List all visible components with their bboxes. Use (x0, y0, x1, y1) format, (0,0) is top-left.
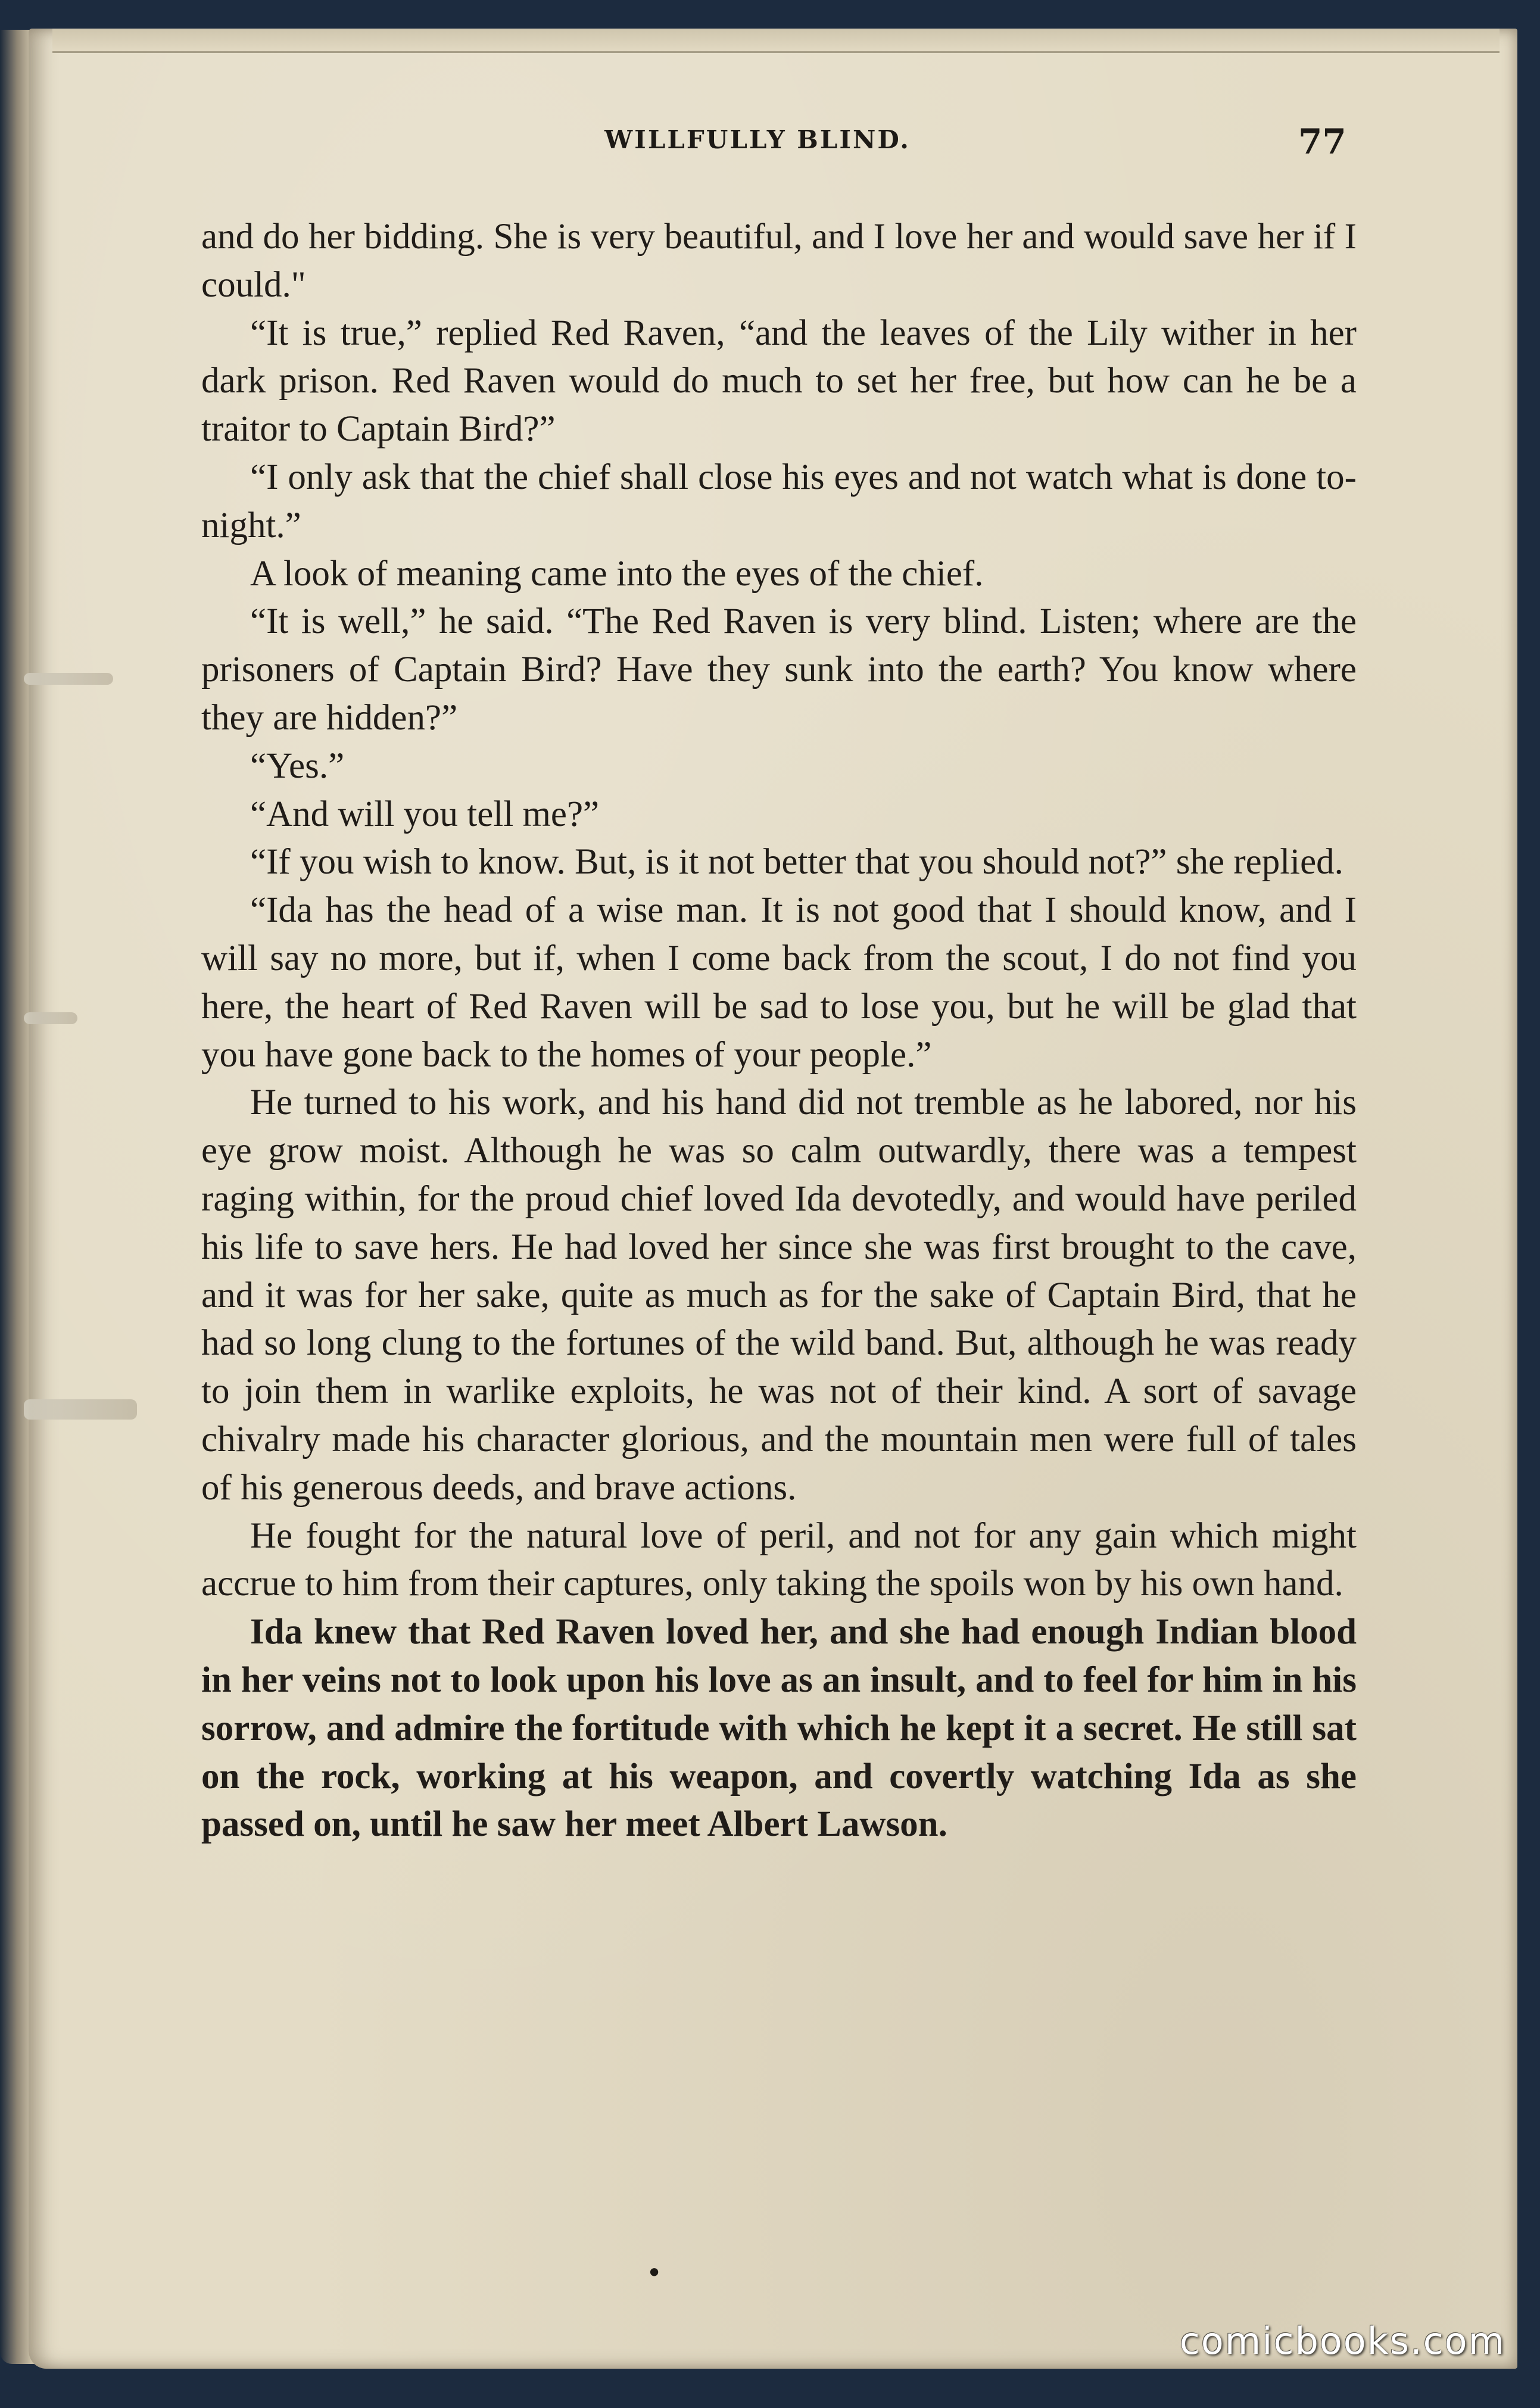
binding-thread-mark (24, 1399, 137, 1420)
paragraph: “And will you tell me?” (250, 794, 600, 834)
paragraph: “I only ask that the chief shall close his eyes and not watch what is done to-night.” (201, 457, 1357, 545)
page-top-edge (52, 29, 1500, 53)
footer-bullet: • (646, 2257, 663, 2289)
paragraph: He turned to his work, and his hand did not tremble as he labored, nor his eye grow moist. Although he was so calm outwardly, there was a tempest raging within, for the proud chief loved Ida devotedly, and would have periled his life to save hers. He had loved her since she was first brought to the cave, and it was for her sake, quite as much as for the sake of Captain Bird, that he had so long clung to the fortunes of the wild band. But, although he was ready to join them in warlike exploits, he was not of their kind. A sort of savage chivalry made his character glorious, and the mountain men were full of tales of his generous deeds, and brave actions. (201, 1083, 1357, 1508)
paragraph: A look of meaning came into the eyes of the chief. (250, 553, 984, 594)
paragraph: He fought for the natural love of peril, and not for any gain which might accrue to him from their captures, only taking the spoils won by his own hand. (201, 1515, 1357, 1604)
paragraph: “Ida has the head of a wise man. It is not good that I should know, and I will say no more, but if, when I come back from the scout, I do not find you here, the heart of Red Raven will be sad to lose you, but he will be glad that you have gone back to the homes of your people.” (201, 890, 1357, 1075)
paragraph: and do her bidding. She is very beautiful, and I love her and would save her if I could." (201, 217, 1357, 305)
paragraph: “It is true,” replied Red Raven, “and the leaves of the Lily wither in her dark prison. Red Raven would do much to set her free, but how can he be a traitor to Captain Bird?” (201, 313, 1357, 450)
running-head-title: WILLFULLY BLIND. (604, 125, 911, 154)
binding-thread-mark (24, 673, 113, 685)
binding-thread-mark (24, 1012, 77, 1024)
paragraph: “It is well,” he said. “The Red Raven is very blind. Listen; where are the prisoners of Captain Bird? Have they sunk into the earth? You know where they are hidden?” (201, 601, 1357, 738)
paragraph: “Yes.” (250, 746, 345, 786)
watermark-logo: comicbooks.com (1179, 2319, 1505, 2363)
body-text (201, 213, 1357, 1849)
page-number: 77 (1298, 121, 1346, 162)
paragraph: “If you wish to know. But, is it not better that you should not?” she replied. (250, 842, 1343, 882)
paragraph: Ida knew that Red Raven loved her, and she had enough Indian blood in her veins not to look upon his love as an insult, and to feel for him in his sorrow, and admire the fortitude with which he kept it a secret. He still sat on the rock, working at his weapon, and covertly watching Ida as she passed on, until he saw her meet Albert Lawson. (201, 1612, 1357, 1845)
